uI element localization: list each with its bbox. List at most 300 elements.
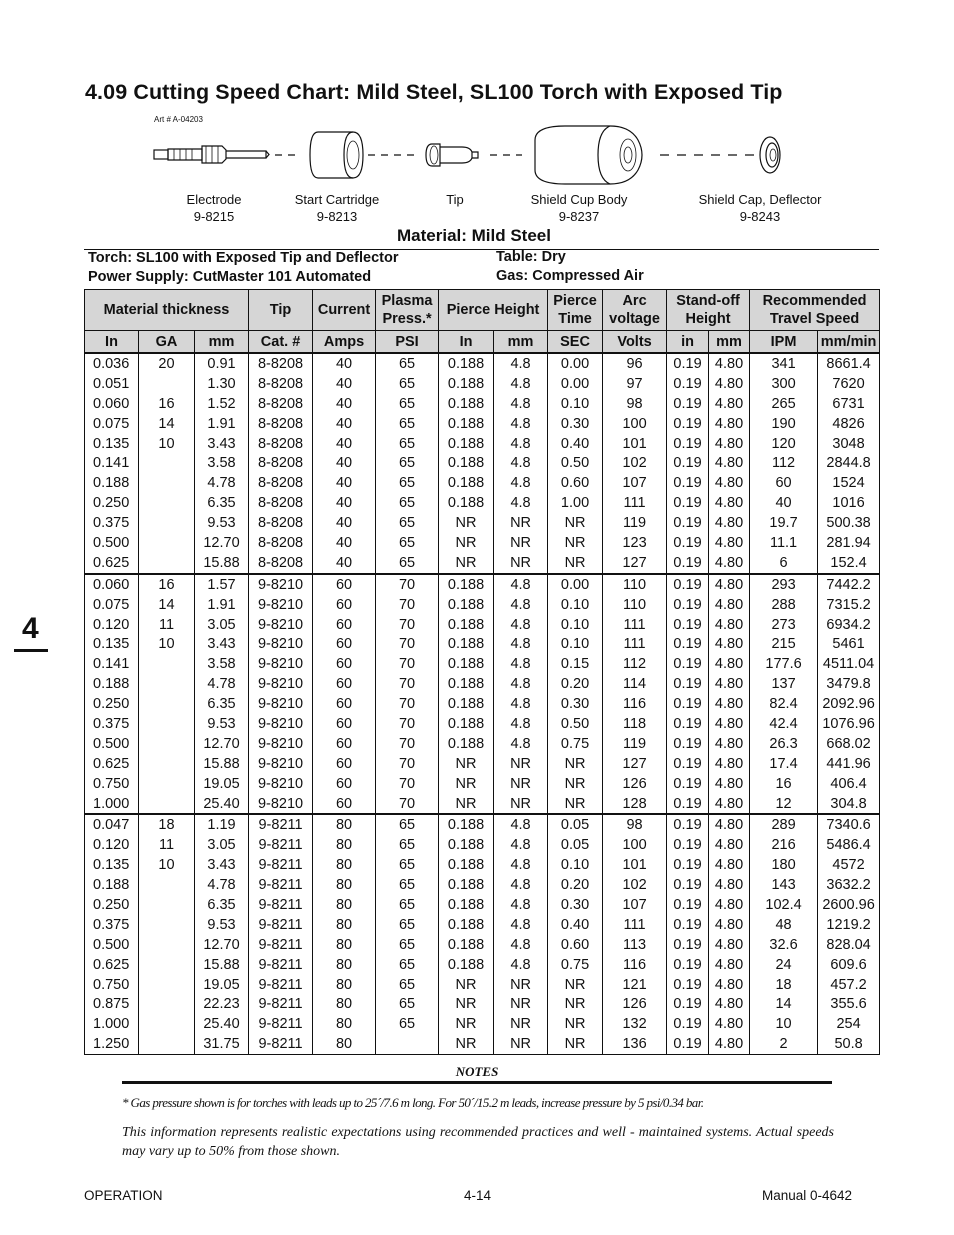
- table-cell: 70: [376, 674, 439, 694]
- table-cell: 4.80: [709, 975, 750, 995]
- table-cell: 0.19: [667, 694, 709, 714]
- table-cell: [376, 1034, 439, 1054]
- table-cell: 0.30: [548, 414, 603, 434]
- table-cell: [139, 493, 195, 513]
- table-cell: 10: [139, 434, 195, 454]
- table-cell: NR: [494, 754, 548, 774]
- table-cell: 1.91: [195, 595, 249, 615]
- table-cell: NR: [439, 794, 494, 815]
- table-cell: 0.135: [85, 634, 139, 654]
- table-cell: 457.2: [818, 975, 880, 995]
- table-cell: 0.188: [439, 875, 494, 895]
- table-cell: 9.53: [195, 513, 249, 533]
- table-cell: 0.19: [667, 414, 709, 434]
- table-cell: 0.051: [85, 374, 139, 394]
- table-cell: 0.188: [439, 453, 494, 473]
- table-cell: 0.00: [548, 353, 603, 374]
- table-cell: 60: [313, 654, 376, 674]
- unit-header: mm: [195, 331, 249, 354]
- table-cell: NR: [548, 553, 603, 574]
- table-cell: 180: [750, 855, 818, 875]
- table-cell: 4.80: [709, 1034, 750, 1054]
- table-cell: 4.80: [709, 694, 750, 714]
- header-tip: Tip: [249, 290, 313, 331]
- table-row: [85, 374, 880, 394]
- table-cell: 65: [376, 995, 439, 1015]
- table-cell: 40: [750, 493, 818, 513]
- table-cell: 65: [376, 453, 439, 473]
- table-cell: 102: [603, 453, 667, 473]
- table-cell: NR: [439, 975, 494, 995]
- table-cell: 4.80: [709, 674, 750, 694]
- table-cell: 3.58: [195, 654, 249, 674]
- table-cell: 500.38: [818, 513, 880, 533]
- table-cell: 0.05: [548, 835, 603, 855]
- table-cell: 4.80: [709, 935, 750, 955]
- table-cell: 0.188: [439, 414, 494, 434]
- table-cell: 70: [376, 754, 439, 774]
- table-cell: 4.80: [709, 995, 750, 1015]
- table-cell: 12.70: [195, 533, 249, 553]
- table-cell: 4.80: [709, 595, 750, 615]
- header-travel-speed: Recommended Travel Speed: [750, 290, 880, 331]
- table-cell: 8-8208: [249, 353, 313, 374]
- table-cell: 65: [376, 414, 439, 434]
- table-cell: 70: [376, 774, 439, 794]
- table-cell: 0.19: [667, 513, 709, 533]
- table-cell: 0.188: [439, 394, 494, 414]
- table-cell: 0.19: [667, 353, 709, 374]
- table-cell: [139, 473, 195, 493]
- table-cell: 18: [139, 814, 195, 835]
- table-cell: 0.135: [85, 434, 139, 454]
- table-cell: NR: [494, 513, 548, 533]
- table-cell: 60: [313, 574, 376, 595]
- unit-header: mm/min: [818, 331, 880, 354]
- footer-section: OPERATION: [84, 1188, 163, 1203]
- table-cell: 0.188: [85, 473, 139, 493]
- table-cell: 0.40: [548, 915, 603, 935]
- header-standoff-height: Stand-off Height: [667, 290, 750, 331]
- table-cell: 4.8: [494, 714, 548, 734]
- table-cell: NR: [494, 774, 548, 794]
- table-cell: 112: [750, 453, 818, 473]
- header-row-1: [85, 290, 880, 331]
- table-cell: 65: [376, 473, 439, 493]
- table-cell: 60: [313, 774, 376, 794]
- table-cell: 110: [603, 595, 667, 615]
- table-cell: 80: [313, 875, 376, 895]
- notes-rule: [122, 1081, 832, 1084]
- table-cell: 6: [750, 553, 818, 574]
- table-cell: 15.88: [195, 955, 249, 975]
- table-cell: 0.19: [667, 453, 709, 473]
- table-cell: 0.19: [667, 875, 709, 895]
- table-cell: 0.19: [667, 975, 709, 995]
- table-cell: 20: [139, 353, 195, 374]
- table-cell: 1.000: [85, 794, 139, 815]
- art-number: Art # A-04203: [154, 115, 203, 124]
- table-cell: 668.02: [818, 734, 880, 754]
- table-cell: 80: [313, 995, 376, 1015]
- table-cell: 0.30: [548, 694, 603, 714]
- table-cell: 0.00: [548, 574, 603, 595]
- table-cell: 4511.04: [818, 654, 880, 674]
- header-row-units: [85, 331, 880, 354]
- table-cell: 0.500: [85, 533, 139, 553]
- table-cell: 8661.4: [818, 353, 880, 374]
- table-row: [85, 615, 880, 635]
- table-cell: 1.52: [195, 394, 249, 414]
- table-cell: 152.4: [818, 553, 880, 574]
- table-cell: 80: [313, 915, 376, 935]
- table-cell: NR: [494, 794, 548, 815]
- table-cell: 126: [603, 774, 667, 794]
- table-cell: 65: [376, 855, 439, 875]
- table-cell: [139, 374, 195, 394]
- table-cell: 4.8: [494, 814, 548, 835]
- table-cell: 4.80: [709, 414, 750, 434]
- table-cell: 11: [139, 835, 195, 855]
- table-cell: 2844.8: [818, 453, 880, 473]
- table-cell: 4.8: [494, 473, 548, 493]
- table-cell: NR: [548, 1014, 603, 1034]
- table-cell: [139, 975, 195, 995]
- table-cell: 60: [313, 595, 376, 615]
- table-cell: [139, 453, 195, 473]
- table-cell: 4.80: [709, 875, 750, 895]
- table-row: [85, 493, 880, 513]
- table-row: [85, 935, 880, 955]
- table-cell: 70: [376, 734, 439, 754]
- table-cell: 4.80: [709, 394, 750, 414]
- table-cell: 1.000: [85, 1014, 139, 1034]
- table-cell: 9-8211: [249, 975, 313, 995]
- table-cell: 4.80: [709, 654, 750, 674]
- table-cell: 6.35: [195, 895, 249, 915]
- table-cell: 4.80: [709, 835, 750, 855]
- table-cell: 406.4: [818, 774, 880, 794]
- table-cell: 12: [750, 794, 818, 815]
- table-cell: 0.188: [439, 434, 494, 454]
- table-cell: 65: [376, 394, 439, 414]
- shield-cup-body-icon: [535, 126, 642, 184]
- table-cell: 0.30: [548, 895, 603, 915]
- table-cell: 0.19: [667, 774, 709, 794]
- header-current: Current: [313, 290, 376, 331]
- table-cell: 9-8211: [249, 1034, 313, 1054]
- table-row: [85, 714, 880, 734]
- table-cell: 4.80: [709, 453, 750, 473]
- table-cell: 97: [603, 374, 667, 394]
- table-cell: 0.60: [548, 473, 603, 493]
- table-cell: 60: [313, 714, 376, 734]
- table-cell: 0.19: [667, 895, 709, 915]
- part-label-electrode: Electrode 9-8215: [186, 192, 242, 224]
- table-cell: 143: [750, 875, 818, 895]
- table-cell: 0.19: [667, 714, 709, 734]
- table-cell: [139, 694, 195, 714]
- header-material-thickness: Material thickness: [85, 290, 249, 331]
- table-cell: 70: [376, 595, 439, 615]
- table-cell: NR: [439, 513, 494, 533]
- table-cell: 4.8: [494, 394, 548, 414]
- table-cell: 102: [603, 875, 667, 895]
- table-cell: 127: [603, 553, 667, 574]
- note-realistic-expectations: This information represents realistic expectations using recommended practices and well - maintained systems. Actual speeds may vary up to 50% from those shown.: [122, 1125, 834, 1159]
- table-cell: 0.91: [195, 353, 249, 374]
- table-cell: 4.80: [709, 714, 750, 734]
- table-cell: 828.04: [818, 935, 880, 955]
- table-cell: 9-8210: [249, 574, 313, 595]
- table-cell: 4.80: [709, 434, 750, 454]
- table-cell: 0.375: [85, 915, 139, 935]
- unit-header: In: [85, 331, 139, 354]
- table-cell: 107: [603, 895, 667, 915]
- table-cell: 7620: [818, 374, 880, 394]
- table-cell: 15.88: [195, 754, 249, 774]
- header-plasma-press: Plasma Press.*: [376, 290, 439, 331]
- table-cell: 60: [313, 794, 376, 815]
- table-row: [85, 1014, 880, 1034]
- table-cell: 0.188: [439, 955, 494, 975]
- table-cell: 0.250: [85, 694, 139, 714]
- table-cell: 4.8: [494, 955, 548, 975]
- table-cell: 101: [603, 855, 667, 875]
- table-cell: 4.8: [494, 634, 548, 654]
- table-cell: NR: [439, 995, 494, 1015]
- table-cell: 50.8: [818, 1034, 880, 1054]
- table-cell: NR: [439, 533, 494, 553]
- table-cell: 40: [313, 553, 376, 574]
- table-cell: 4.8: [494, 915, 548, 935]
- table-cell: NR: [439, 553, 494, 574]
- table-cell: 216: [750, 835, 818, 855]
- table-cell: 4.80: [709, 1014, 750, 1034]
- table-cell: 8-8208: [249, 513, 313, 533]
- table-cell: 0.19: [667, 955, 709, 975]
- table-cell: 300: [750, 374, 818, 394]
- table-cell: 9-8210: [249, 734, 313, 754]
- notes-title: NOTES: [455, 1064, 499, 1079]
- table-cell: 65: [376, 434, 439, 454]
- table-cell: 0.50: [548, 714, 603, 734]
- table-cell: 0.40: [548, 434, 603, 454]
- table-cell: 1.19: [195, 814, 249, 835]
- table-cell: 60: [313, 754, 376, 774]
- unit-header: mm: [494, 331, 548, 354]
- table-cell: 0.625: [85, 955, 139, 975]
- table-cell: 0.188: [439, 835, 494, 855]
- table-cell: 0.375: [85, 513, 139, 533]
- table-cell: 0.188: [439, 615, 494, 635]
- table-cell: 2600.96: [818, 895, 880, 915]
- table-cell: NR: [439, 1014, 494, 1034]
- table-cell: 40: [313, 513, 376, 533]
- table-cell: 4.8: [494, 935, 548, 955]
- table-cell: 4.80: [709, 754, 750, 774]
- table-cell: 9-8211: [249, 935, 313, 955]
- table-cell: 65: [376, 513, 439, 533]
- table-cell: 8-8208: [249, 394, 313, 414]
- table-cell: 8-8208: [249, 473, 313, 493]
- torch-parts-illustration: [140, 120, 800, 195]
- table-cell: 0.500: [85, 734, 139, 754]
- table-cell: 22.23: [195, 995, 249, 1015]
- table-cell: [139, 794, 195, 815]
- table-cell: 0.075: [85, 595, 139, 615]
- table-cell: 609.6: [818, 955, 880, 975]
- table-cell: 100: [603, 414, 667, 434]
- table-cell: [139, 935, 195, 955]
- table-cell: 80: [313, 895, 376, 915]
- table-row: [85, 414, 880, 434]
- table-cell: 40: [313, 493, 376, 513]
- table-cell: 60: [750, 473, 818, 493]
- table-cell: 65: [376, 935, 439, 955]
- table-cell: 0.19: [667, 915, 709, 935]
- table-cell: [139, 915, 195, 935]
- table-info: Table: Dry: [496, 249, 566, 265]
- table-cell: 0.141: [85, 654, 139, 674]
- table-cell: 9.53: [195, 714, 249, 734]
- footer-page-number: 4-14: [464, 1188, 492, 1203]
- note-gas-pressure: * Gas pressure shown is for torches with leads up to 25´/7.6 m long. For 50´/15.2 m leads, increase pressure by 5 psi/0.34 bar.: [122, 1095, 704, 1110]
- part-label-tip: Tip: [446, 192, 464, 207]
- unit-header: mm: [709, 331, 750, 354]
- page-title: 4.09 Cutting Speed Chart: Mild Steel, SL100 Torch with Exposed Tip: [85, 80, 783, 104]
- table-cell: 0.20: [548, 875, 603, 895]
- table-cell: 119: [603, 734, 667, 754]
- table-cell: NR: [439, 774, 494, 794]
- table-cell: 177.6: [750, 654, 818, 674]
- table-cell: 4572: [818, 855, 880, 875]
- table-cell: 65: [376, 374, 439, 394]
- table-row: [85, 995, 880, 1015]
- table-cell: 4.8: [494, 734, 548, 754]
- section-marker-bar: [14, 649, 48, 652]
- table-cell: 273: [750, 615, 818, 635]
- table-cell: 80: [313, 955, 376, 975]
- table-cell: 0.060: [85, 574, 139, 595]
- unit-header: PSI: [376, 331, 439, 354]
- table-cell: 293: [750, 574, 818, 595]
- table-cell: 0.10: [548, 855, 603, 875]
- table-cell: 0.20: [548, 674, 603, 694]
- table-cell: 0.188: [439, 374, 494, 394]
- table-cell: 0.188: [439, 674, 494, 694]
- part-label-start-cartridge: Start Cartridge 9-8213: [294, 192, 380, 224]
- table-cell: 0.19: [667, 734, 709, 754]
- table-cell: 98: [603, 814, 667, 835]
- table-cell: 80: [313, 935, 376, 955]
- table-cell: 4.8: [494, 434, 548, 454]
- table-row: [85, 674, 880, 694]
- table-cell: 116: [603, 955, 667, 975]
- table-row: [85, 855, 880, 875]
- table-cell: 1076.96: [818, 714, 880, 734]
- table-cell: 65: [376, 975, 439, 995]
- table-cell: 65: [376, 875, 439, 895]
- table-cell: 4.8: [494, 855, 548, 875]
- table-cell: 0.19: [667, 835, 709, 855]
- table-cell: 4.8: [494, 374, 548, 394]
- table-cell: 281.94: [818, 533, 880, 553]
- table-cell: 40: [313, 473, 376, 493]
- table-cell: 65: [376, 915, 439, 935]
- table-cell: 3048: [818, 434, 880, 454]
- tip-icon: [426, 144, 478, 166]
- table-cell: 136: [603, 1034, 667, 1054]
- table-cell: 40: [313, 533, 376, 553]
- table-cell: 70: [376, 714, 439, 734]
- table-cell: 116: [603, 694, 667, 714]
- table-cell: 123: [603, 533, 667, 553]
- table-cell: 0.036: [85, 353, 139, 374]
- table-cell: 40: [313, 374, 376, 394]
- table-cell: 0.188: [85, 674, 139, 694]
- table-cell: 0.05: [548, 814, 603, 835]
- table-cell: 0.19: [667, 855, 709, 875]
- table-cell: 2092.96: [818, 694, 880, 714]
- table-cell: 10: [139, 634, 195, 654]
- table-cell: 4.80: [709, 513, 750, 533]
- table-cell: 4.80: [709, 855, 750, 875]
- table-cell: 121: [603, 975, 667, 995]
- table-cell: 441.96: [818, 754, 880, 774]
- table-cell: 60: [313, 694, 376, 714]
- table-row: [85, 1034, 880, 1054]
- table-cell: 0.188: [439, 935, 494, 955]
- table-cell: 0.15: [548, 654, 603, 674]
- table-cell: 9-8210: [249, 615, 313, 635]
- table-cell: 65: [376, 955, 439, 975]
- table-cell: 0.10: [548, 615, 603, 635]
- table-cell: 4.78: [195, 875, 249, 895]
- table-cell: 304.8: [818, 794, 880, 815]
- table-cell: 4.78: [195, 473, 249, 493]
- table-cell: 4.8: [494, 414, 548, 434]
- table-cell: 0.188: [439, 734, 494, 754]
- table-cell: 18: [750, 975, 818, 995]
- table-row: [85, 694, 880, 714]
- table-cell: NR: [494, 975, 548, 995]
- table-cell: 0.188: [439, 493, 494, 513]
- table-row: [85, 574, 880, 595]
- table-cell: 70: [376, 574, 439, 595]
- table-cell: 65: [376, 814, 439, 835]
- table-cell: 9-8211: [249, 1014, 313, 1034]
- table-cell: 65: [376, 493, 439, 513]
- table-cell: 9-8210: [249, 774, 313, 794]
- table-cell: 128: [603, 794, 667, 815]
- table-cell: 0.188: [439, 654, 494, 674]
- table-cell: 80: [313, 814, 376, 835]
- table-cell: 0.19: [667, 814, 709, 835]
- table-cell: 190: [750, 414, 818, 434]
- table-cell: 4.80: [709, 374, 750, 394]
- table-cell: 0.188: [439, 574, 494, 595]
- table-cell: [139, 654, 195, 674]
- table-cell: 9-8210: [249, 674, 313, 694]
- table-cell: 70: [376, 654, 439, 674]
- table-row: [85, 975, 880, 995]
- table-cell: 24: [750, 955, 818, 975]
- table-cell: 0.188: [439, 814, 494, 835]
- table-cell: 8-8208: [249, 414, 313, 434]
- table-cell: 0.075: [85, 414, 139, 434]
- unit-header: GA: [139, 331, 195, 354]
